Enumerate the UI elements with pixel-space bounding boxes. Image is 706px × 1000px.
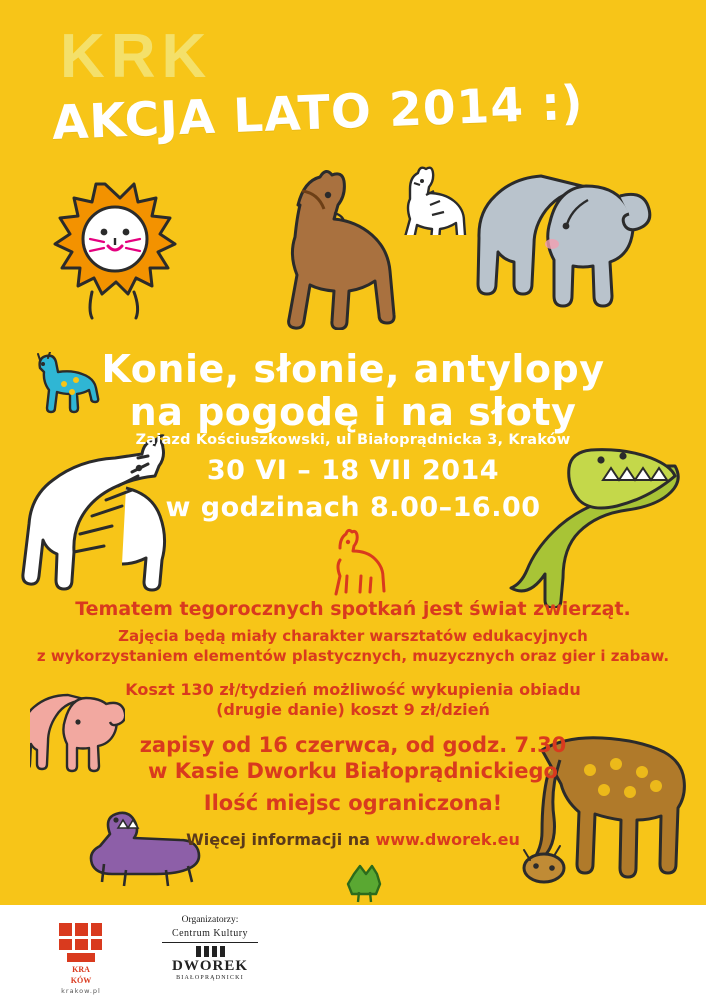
signup-line-2: w Kasie Dworku Białoprądnickiego bbox=[148, 759, 558, 783]
krakow-mark-icon bbox=[59, 923, 103, 963]
organizer-dworek: DWOREK bbox=[171, 958, 248, 974]
organizer-centrum-kultury: Centrum Kultury bbox=[171, 928, 249, 939]
dates-text: 30 VI – 18 VII 2014 bbox=[206, 455, 500, 486]
lion-illustration bbox=[30, 172, 190, 322]
signup-line-1: zapisy od 16 czerwca, od godz. 7.30 bbox=[139, 733, 567, 757]
krakow-text-line-2: KÓW bbox=[70, 976, 92, 985]
hours-text: w godzinach 8.00–16.00 bbox=[165, 492, 541, 523]
cost-line-1: Koszt 130 zł/tydzień możliwość wykupienia obiadu bbox=[125, 680, 581, 699]
footer-bar bbox=[0, 905, 706, 1000]
krakow-logo bbox=[48, 923, 114, 995]
small-zebra-illustration bbox=[392, 165, 482, 235]
dworek-website-link[interactable]: www.dworek.eu bbox=[375, 830, 520, 849]
krakow-text-line-1: KRA bbox=[72, 965, 90, 974]
limit-text: Ilość miejsc ograniczona! bbox=[203, 791, 503, 815]
krakow-url: krakow.pl bbox=[61, 987, 101, 995]
organizer-divider bbox=[162, 942, 258, 943]
purple-crocodile-illustration bbox=[80, 808, 215, 890]
title-line-2: na pogodę i na słoty bbox=[129, 390, 577, 434]
organizers-block bbox=[120, 915, 300, 981]
elephant-illustration bbox=[470, 170, 660, 335]
theme-text: Tematem tegorocznych spotkań jest świat zwierząt. bbox=[75, 598, 631, 620]
title-line-1: Konie, słonie, antylopy bbox=[101, 347, 605, 391]
poster-headline: AKCJA LATO 2014 :) bbox=[50, 75, 585, 151]
cost-line-2: (drugie danie) koszt 9 zł/dzień bbox=[216, 700, 490, 719]
description-line-1: Zajęcia będą miały charakter warsztatów edukacyjnych bbox=[118, 627, 588, 645]
venue-text: Zajazd Kościuszkowski, ul Białoprądnicka 3, Kraków bbox=[135, 432, 571, 448]
more-info-label: Więcej informacji na bbox=[186, 830, 376, 849]
description-line-2: z wykorzystaniem elementów plastycznych, muzycznych oraz gier i zabaw. bbox=[36, 647, 670, 665]
poster-title bbox=[0, 348, 706, 434]
dworek-columns-icon bbox=[120, 946, 300, 957]
green-bush-illustration bbox=[342, 862, 388, 906]
more-info-text bbox=[0, 830, 706, 849]
organizer-bialopradnicki: BIAŁOPRĄDNICKI bbox=[176, 975, 244, 981]
krk-logo: KRK bbox=[60, 22, 213, 91]
red-horse-illustration bbox=[322, 528, 392, 600]
organizers-label: Organizatorzy: bbox=[181, 915, 239, 925]
